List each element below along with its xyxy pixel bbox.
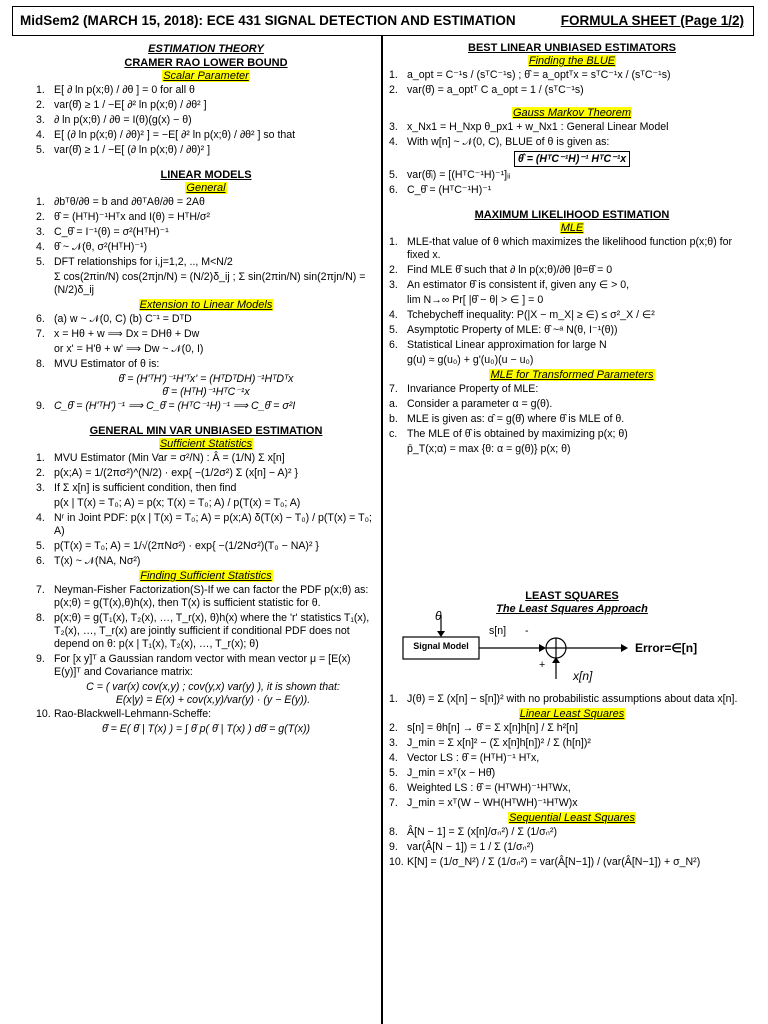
extension-list: [36, 313, 376, 371]
mvu-equation-2: θ̂ = (HᵀH)⁻¹HᵀC⁻¹x: [162, 386, 250, 398]
least-squares-title: LEAST SQUARES: [525, 590, 619, 602]
item-text: MLE-that value of θ which maximizes the likelihood function p(x;θ) for fixed x.: [407, 236, 733, 261]
item-number: 2.: [389, 84, 398, 96]
item-number: c.: [389, 428, 398, 440]
list-item: [36, 497, 376, 510]
list-item: [389, 856, 755, 869]
sequential-least-squares-list: [389, 826, 755, 869]
item-number: a.: [389, 398, 398, 410]
crlb-title: CRAMER RAO LOWER BOUND: [124, 57, 288, 69]
item-text: s[n] = θh[n] → θ̂ = Σ x[n]h[n] / Σ h²[n]: [407, 722, 578, 734]
item-text: ∂ ln p(x;θ) / ∂θ = I(θ)(g(x) − θ): [54, 114, 192, 126]
item-text: p(x;θ) = g(T₁(x), T₂(x), …, T_r(x), θ)h(x) where the 'r' statistics T₁(x), T₂(x), …, T_r(x) are jointly sufficient if conditional PDF does not depend on θ: p(x | T₁(x), T₂(x), …, T_r(x); θ): [54, 612, 370, 650]
item-text: ∂bᵀθ/∂θ = b and ∂θᵀAθ/∂θ = 2Aθ: [54, 196, 205, 208]
theta-symbol: θ: [435, 609, 442, 623]
item-text: C_θ̂ = (HᵀC⁻¹H)⁻¹: [407, 184, 492, 196]
list-item: [36, 241, 376, 254]
item-text: var(Â[N − 1]) = 1 / Σ (1/σₙ²): [407, 841, 534, 853]
item-text: Σ cos(2πin/N) cos(2πjn/N) = (N/2)δ_ij ; Σ sin(2πin/N) sin(2πjn/N) = (N/2)δ_ij: [54, 271, 366, 296]
item-number: 3.: [389, 279, 398, 291]
scalar-parameter-label: Scalar Parameter: [163, 70, 249, 82]
item-text: T(x) ~ 𝒩(NA, Nσ²): [54, 555, 141, 567]
list-item: [36, 584, 376, 610]
item-text: If Σ x[n] is sufficient condition, then find: [54, 482, 237, 494]
item-number: 1.: [36, 84, 45, 96]
list-item: [389, 236, 755, 262]
item-number: 6.: [36, 313, 45, 325]
gauss-markov-list-2: [389, 169, 755, 197]
mle-list: [389, 236, 755, 367]
item-text: g(u) ≈ g(u₀) + g'(u₀)(u − u₀): [407, 354, 534, 366]
item-text: An estimator θ̂ is consistent if, given any ∈ > 0,: [407, 279, 630, 291]
list-item: [36, 211, 376, 224]
item-number: 4.: [389, 752, 398, 764]
linear-models-title: LINEAR MODELS: [160, 169, 252, 181]
list-item: [389, 69, 755, 82]
item-text: MVU Estimator (Min Var = σ²/N) : Â = (1/N) Σ x[n]: [54, 452, 285, 464]
item-number: 3.: [36, 482, 45, 494]
item-text: Asymptotic Property of MLE: θ̂ ~ᵃ N(θ, I⁻¹(θ)): [407, 324, 618, 336]
list-item: [389, 264, 755, 277]
item-number: 7.: [36, 328, 45, 340]
left-column: [36, 40, 376, 1024]
item-number: 3.: [36, 226, 45, 238]
item-text: var(θ̂) ≥ 1 / −E[ (∂ ln p(x;θ) / ∂θ)² ]: [54, 144, 211, 156]
item-number: b.: [389, 413, 398, 425]
finding-sufficient-label: Finding Sufficient Statistics: [140, 570, 272, 582]
item-text: θ̂ = (HᵀH)⁻¹Hᵀx and I(θ) = HᵀH/σ²: [54, 211, 210, 223]
list-item: [389, 354, 755, 367]
item-number: 2.: [389, 722, 398, 734]
list-item: [36, 196, 376, 209]
list-item: [389, 184, 755, 197]
item-text: Â[N − 1] = Σ (x[n]/σₙ²) / Σ (1/σₙ²): [407, 826, 557, 838]
list-item: [36, 256, 376, 269]
mle-transformed-list: [389, 383, 755, 456]
signal-model-box: Signal Model: [413, 641, 469, 651]
list-item: [36, 653, 376, 679]
list-item: [389, 279, 755, 292]
list-item: [389, 413, 755, 426]
gauss-markov-list: [389, 121, 755, 149]
mle-title: MAXIMUM LIKELIHOOD ESTIMATION: [474, 209, 670, 221]
gmvu-title: GENERAL MIN VAR UNBIASED ESTIMATION: [89, 425, 323, 437]
item-number: 2.: [36, 99, 45, 111]
list-item: [389, 398, 755, 411]
linear-least-squares-list: [389, 722, 755, 810]
plus-sign: +: [539, 659, 546, 671]
item-text: E[ (∂ ln p(x;θ) / ∂θ)² ] = −E[ ∂² ln p(x;θ) / ∂θ² ] so that: [54, 129, 296, 141]
list-item: [389, 797, 755, 810]
gmvu-list: [36, 452, 376, 568]
list-item: [389, 294, 755, 307]
item-number: 1.: [389, 69, 398, 81]
item-number: 8.: [36, 358, 45, 370]
least-squares-section: [389, 588, 755, 871]
item-number: 5.: [389, 324, 398, 336]
item-number: 4.: [36, 512, 45, 524]
item-number: 7.: [389, 383, 398, 395]
list-item: [36, 482, 376, 495]
list-item: [389, 169, 755, 182]
item-text: Vector LS : θ̂ = (HᵀH)⁻¹ Hᵀx,: [407, 752, 540, 764]
list-item: [36, 328, 376, 341]
list-item: [389, 737, 755, 750]
ls-approach-label: The Least Squares Approach: [496, 603, 648, 615]
item-text: DFT relationships for i,j=1,2, .., M<N/2: [54, 256, 233, 268]
item-text: C_θ̂ = I⁻¹(θ) = σ²(HᵀH)⁻¹: [54, 226, 169, 238]
right-column: [389, 40, 755, 1024]
item-text: Tchebycheff inequality: P(|X − m_X| ≥ ∈) ≤ σ²_X / ∈²: [407, 309, 655, 321]
gauss-markov-label: Gauss Markov Theorem: [513, 107, 631, 119]
x-n-label: x[n]: [573, 669, 593, 683]
exam-title: MidSem2 (MARCH 15, 2018): ECE 431 SIGNAL DETECTION AND ESTIMATION: [20, 13, 516, 28]
item-text: Invariance Property of MLE:: [407, 383, 539, 395]
item-text: MVU Estimator of θ is:: [54, 358, 160, 370]
item-text: or x' = H'θ + w' ⟹ Dw ~ 𝒩(0, I): [54, 343, 204, 355]
item-number: 4.: [389, 309, 398, 321]
item-text: E[ ∂ ln p(x;θ) / ∂θ ] = 0 for all θ: [54, 84, 195, 96]
list-item: [389, 841, 755, 854]
item-number: 6.: [36, 555, 45, 567]
error-label: Error=∈[n]: [635, 641, 698, 655]
item-number: 8.: [389, 826, 398, 838]
sheet-header: [12, 6, 754, 36]
item-number: 2.: [389, 264, 398, 276]
item-number: 9.: [36, 653, 45, 665]
list-item: [36, 84, 376, 97]
list-item: [389, 752, 755, 765]
item-text: Find MLE θ̂ such that ∂ ln p(x;θ)/∂θ |θ=θ̂ = 0: [407, 264, 613, 276]
list-item: [389, 324, 755, 337]
list-item: [389, 826, 755, 839]
item-number: 9.: [389, 841, 398, 853]
list-item: [389, 428, 755, 441]
list-item: [36, 144, 376, 157]
item-number: 3.: [36, 114, 45, 126]
linear-least-squares-label: Linear Least Squares: [519, 708, 625, 720]
list-item: [389, 136, 755, 149]
item-text: MLE is given as: α̂ = g(θ̂) where θ̂ is MLE of θ.: [407, 413, 625, 425]
sequential-least-squares-label: Sequential Least Squares: [509, 812, 635, 824]
item-text: K[N] = (1/σ_N²) / Σ (1/σₙ²) = var(Â[N−1]) / (var(Â[N−1]) + σ_N²): [407, 856, 701, 868]
item-text: Consider a parameter α = g(θ).: [407, 398, 553, 410]
item-number: 3.: [389, 121, 398, 133]
item-number: 7.: [36, 584, 45, 596]
item-number: 1.: [36, 196, 45, 208]
item-text: (a) w ~ 𝒩(0, C) (b) C⁻¹ = DᵀD: [54, 313, 192, 325]
item-number: 8.: [36, 612, 45, 624]
list-item: [36, 512, 376, 538]
mle-transformed-label: MLE for Transformed Parameters: [490, 369, 654, 381]
list-item: 1. J(θ) = Σ (x[n] − s[n])² with no probabilistic assumptions about data x[n].: [389, 693, 738, 705]
item-number: 10.: [389, 856, 404, 868]
item-number: 6.: [389, 184, 398, 196]
item-text: θ̂ ~ 𝒩(θ, σ²(HᵀH)⁻¹): [54, 241, 148, 253]
list-item: [389, 339, 755, 352]
item-number: 4.: [36, 241, 45, 253]
list-item: [36, 313, 376, 326]
item-text: x = Hθ + w ⟹ Dx = DHθ + Dw: [54, 328, 200, 340]
list-item: [389, 84, 755, 97]
item-text: Statistical Linear approximation for large N: [407, 339, 607, 351]
item-text: J_min = Σ x[n]² − (Σ x[n]h[n])² / Σ (h[n])²: [407, 737, 591, 749]
list-item: 10. Rao-Blackwell-Lehmann-Scheffe:: [36, 708, 212, 720]
general-label: General: [186, 182, 226, 194]
list-item: [389, 443, 755, 456]
item-number: 1.: [36, 452, 45, 464]
list-item: [36, 555, 376, 568]
list-item: [36, 540, 376, 553]
extension-label: Extension to Linear Models: [139, 299, 273, 311]
list-item: [389, 722, 755, 735]
item-text: J_min = xᵀ(x − Hθ̂): [407, 767, 496, 779]
s-n-label: s[n]: [489, 625, 507, 637]
item-text: Nʳ in Joint PDF: p(x | T(x) = T₀; A) = p(x;A) δ(T(x) − T₀) / p(T(x) = T₀; A): [54, 512, 372, 537]
list-item: [389, 121, 755, 134]
list-item: 9. C_θ̂ = (H'ᵀH')⁻¹ ⟹ C_θ̂ = (HᵀC⁻¹H)⁻¹ ⟹ C_θ̂ = σ²I: [36, 400, 296, 412]
blue-list: [389, 69, 755, 97]
list-item: [36, 358, 376, 371]
mvu-equation-1: θ̂ = (H'ᵀH')⁻¹H'ᵀx' = (HᵀDᵀDH)⁻¹HᵀDᵀx: [118, 373, 294, 385]
item-text: lim N→∞ Pr[ |θ̂ − θ| > ∈ ] = 0: [407, 294, 544, 306]
item-number: 4.: [36, 129, 45, 141]
item-text: The MLE of θ̂ is obtained by maximizing p(x; θ): [407, 428, 628, 440]
item-text: var(θ̂ᵢ) = [(HᵀC⁻¹H)⁻¹]ᵢᵢ: [407, 169, 511, 181]
item-number: 4.: [389, 136, 398, 148]
item-text: Neyman-Fisher Factorization(S)-If we can factor the PDF p(x;θ) as: p(x;θ) = g(T(x),θ)h(x), then T(x) is sufficient statistic for θ.: [54, 584, 369, 609]
list-item: [389, 383, 755, 396]
crlb-list: [36, 84, 376, 157]
blue-title: BEST LINEAR UNBIASED ESTIMATORS: [468, 42, 676, 54]
item-text: p(T(x) = T₀; A) = 1/√(2πNσ²) · exp{ −(1/2Nσ²)(T₀ − NA)² }: [54, 540, 319, 552]
finding-blue-label: Finding the BLUE: [528, 55, 616, 67]
list-item: [36, 271, 376, 297]
item-number: 6.: [389, 339, 398, 351]
finding-sufficient-list: [36, 584, 376, 679]
list-item: [36, 467, 376, 480]
blue-equation: θ̂ = (HᵀC⁻¹H)⁻¹ HᵀC⁻¹x: [389, 151, 755, 167]
linear-models-list: [36, 196, 376, 297]
list-item: [389, 767, 755, 780]
item-text: Weighted LS : θ̂ = (HᵀWH)⁻¹HᵀWx,: [407, 782, 571, 794]
mle-label: MLE: [560, 222, 584, 234]
item-number: 5.: [36, 540, 45, 552]
item-number: 2.: [36, 467, 45, 479]
list-item: [36, 452, 376, 465]
item-text: var(θ̂) = a_optᵀ C a_opt = 1 / (sᵀC⁻¹s): [407, 84, 584, 96]
estimation-theory-title: ESTIMATION THEORY: [148, 43, 264, 55]
sheet-page-label: FORMULA SHEET (Page 1/2): [560, 13, 744, 28]
list-item: [36, 99, 376, 112]
item-text: With w[n] ~ 𝒩(0, C), BLUE of θ is given as:: [407, 136, 610, 148]
covariance-matrix: C = ( var(x) cov(x,y) ; cov(y,x) var(y) ), it is shown that:: [86, 681, 340, 693]
item-number: 5.: [389, 169, 398, 181]
item-number: 6.: [389, 782, 398, 794]
list-item: [36, 129, 376, 142]
column-divider: [381, 36, 383, 1024]
item-text: x_Nx1 = H_Nxp θ_px1 + w_Nx1 : General Linear Model: [407, 121, 669, 133]
item-text: var(θ̂) ≥ 1 / −E[ ∂² ln p(x;θ) / ∂θ² ]: [54, 99, 207, 111]
list-item: [36, 612, 376, 651]
rblS-equation: θ̂ = E( θ̌ | T(x) ) = ∫ θ̌ p( θ̌ | T(x) ) dθ̌ = g(T(x)): [101, 723, 311, 735]
item-number: 5.: [36, 256, 45, 268]
list-item: [389, 309, 755, 322]
item-text: p̄_T(x;α) = max {θ: α = g(θ)} p(x; θ): [407, 443, 571, 455]
item-number: 5.: [389, 767, 398, 779]
item-number: 5.: [36, 144, 45, 156]
item-text: a_opt = C⁻¹s / (sᵀC⁻¹s) ; θ̂ = a_optᵀx = sᵀC⁻¹x / (sᵀC⁻¹s): [407, 69, 671, 81]
list-item: [36, 114, 376, 127]
item-number: 2.: [36, 211, 45, 223]
item-number: 1.: [389, 236, 398, 248]
item-text: J_min = xᵀ(W − WH(HᵀWH)⁻¹HᵀW)x: [407, 797, 578, 809]
item-number: 3.: [389, 737, 398, 749]
sufficient-statistics-label: Sufficient Statistics: [159, 438, 253, 450]
item-text: p(x;A) = 1/(2πσ²)^(N/2) · exp{ −(1/2σ²) Σ (x[n] − A)² }: [54, 467, 298, 479]
minus-sign: -: [525, 625, 529, 637]
list-item: [389, 782, 755, 795]
conditional-mean: E(x|y) = E(x) + cov(x,y)/var(y) · (y − E(y)).: [115, 694, 311, 706]
list-item: [36, 343, 376, 356]
item-text: For [x y]ᵀ a Gaussian random vector with mean vector μ = [E(x) E(y)]ᵀ and Covariance matrix:: [54, 653, 351, 678]
item-text: p(x | T(x) = T₀; A) = p(x; T(x) = T₀; A) / p(T(x) = T₀; A): [54, 497, 301, 509]
item-number: 7.: [389, 797, 398, 809]
list-item: [36, 226, 376, 239]
